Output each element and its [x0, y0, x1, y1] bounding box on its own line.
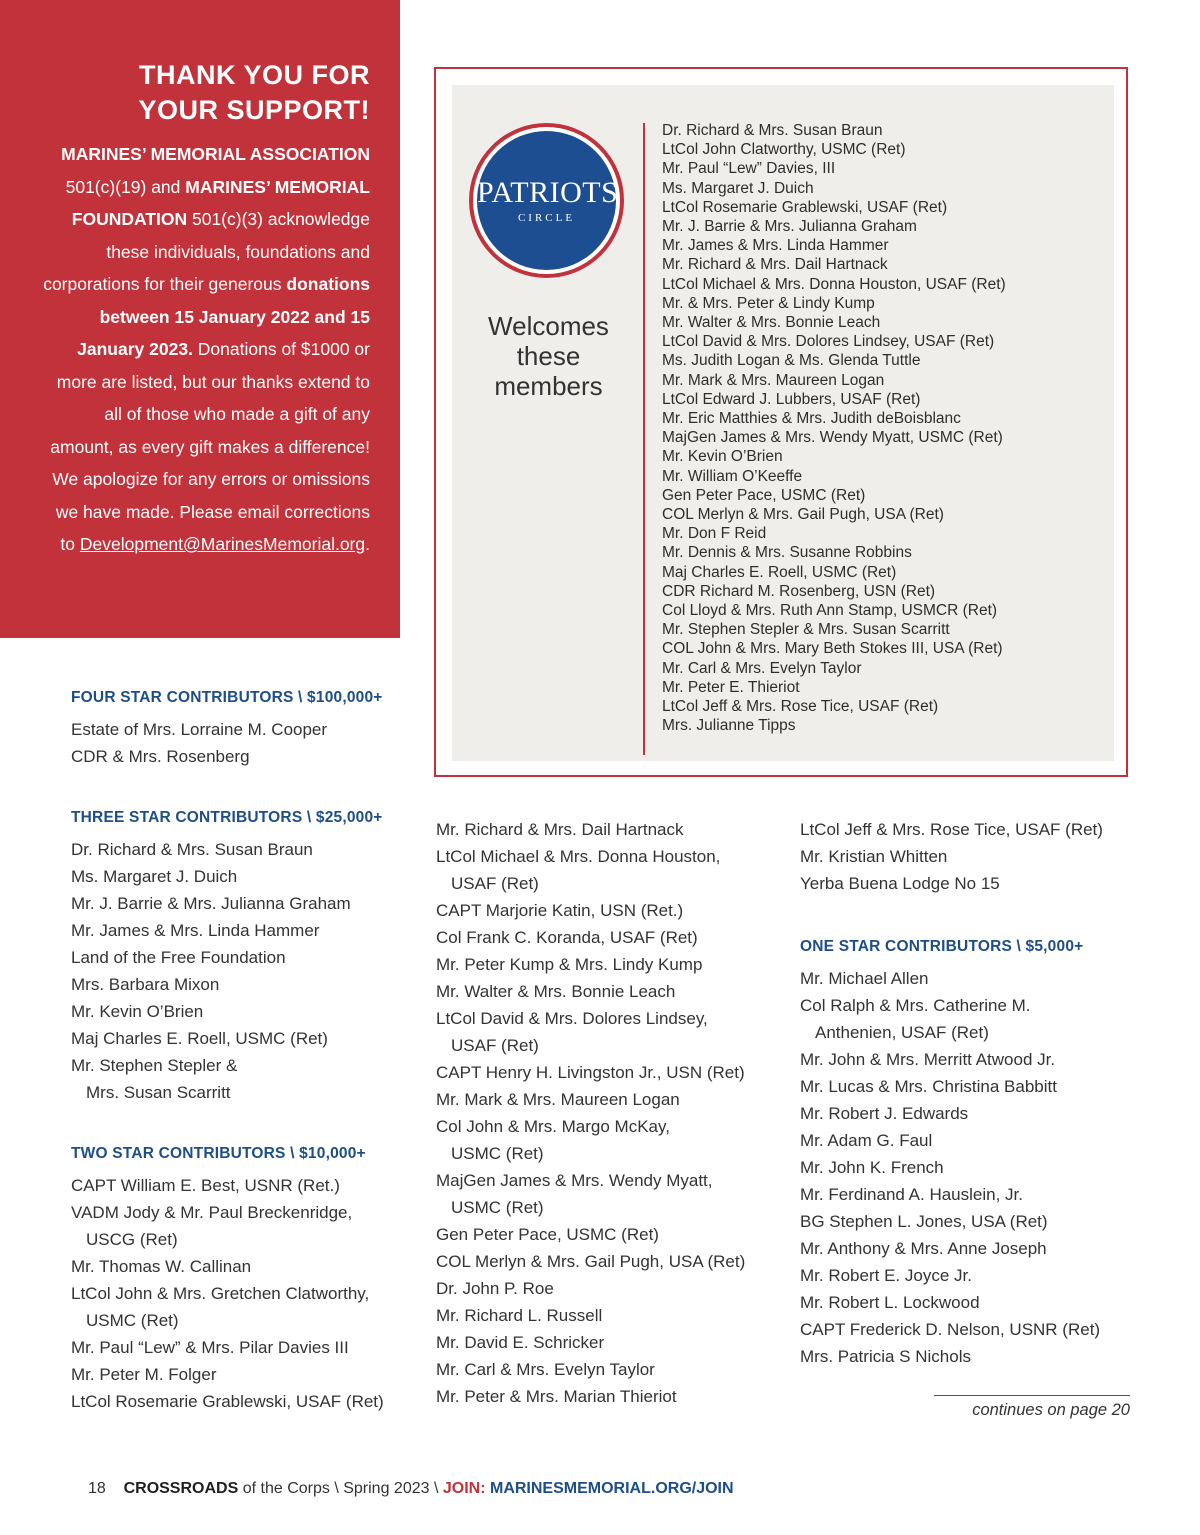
four-star-section: [71, 688, 383, 770]
contributor-name: Col John & Mrs. Margo McKay,: [436, 1117, 670, 1136]
contributor-name: Mr. Stephen Stepler &: [71, 1056, 238, 1075]
contributor-name: Mr. Peter M. Folger: [71, 1365, 217, 1384]
patriots-member: Mrs. Julianne Tipps: [662, 717, 796, 735]
contributor-name: Mr. Peter & Mrs. Marian Thieriot: [436, 1387, 677, 1406]
welcome-heading: Welcomes these members: [488, 311, 609, 401]
two-star-list-col3: [800, 816, 1103, 897]
contributor-name: Mr. James & Mrs. Linda Hammer: [71, 921, 320, 940]
two-star-continued-col3: [800, 816, 1103, 897]
contributor-name: CAPT William E. Best, USNR (Ret.): [71, 1176, 340, 1195]
patriots-member: Dr. Richard & Mrs. Susan Braun: [662, 122, 883, 139]
two-star-list-col2: [436, 816, 745, 1410]
contributor-name: Estate of Mrs. Lorraine M. Cooper: [71, 720, 328, 739]
patriots-member: MajGen James & Mrs. Wendy Myatt, USMC (Ret): [662, 429, 1003, 447]
contributor-name: Mr. David E. Schricker: [436, 1333, 605, 1352]
contributor-name: Mr. Michael Allen: [800, 969, 929, 988]
patriots-member: Mr. Richard & Mrs. Dail Hartnack: [662, 256, 888, 274]
patriots-member: Mr. Don F Reid: [662, 525, 767, 543]
two-star-heading: TWO STAR CONTRIBUTORS \ $10,000+: [71, 1145, 366, 1162]
patriots-member: Mr. James & Mrs. Linda Hammer: [662, 237, 889, 255]
contributor-name: Mr. Lucas & Mrs. Christina Babbitt: [800, 1077, 1057, 1096]
patriots-member: LtCol John Clatworthy, USMC (Ret): [662, 141, 906, 159]
three-star-list: [71, 836, 383, 1106]
contributor-name: USCG (Ret): [86, 1230, 178, 1249]
contributor-name: Dr. John P. Roe: [436, 1279, 554, 1298]
contributor-name: CAPT Henry H. Livingston Jr., USN (Ret): [436, 1063, 745, 1082]
issue-label: \ Spring 2023 \: [334, 1480, 439, 1497]
contributor-name: Mrs. Barbara Mixon: [71, 975, 220, 994]
four-star-list: [71, 716, 383, 770]
contributor-name: Dr. Richard & Mrs. Susan Braun: [71, 840, 313, 859]
one-star-list: [800, 965, 1100, 1370]
thank-you-panel: [0, 0, 400, 638]
contributor-name: CAPT Marjorie Katin, USN (Ret.): [436, 901, 684, 920]
contributor-name: Col Ralph & Mrs. Catherine M.: [800, 996, 1031, 1015]
contributor-name: Mr. Mark & Mrs. Maureen Logan: [436, 1090, 680, 1109]
patriots-member-list: [662, 121, 1006, 736]
contributor-name: Anthenien, USAF (Ret): [815, 1023, 989, 1042]
contributor-name: Mr. Thomas W. Callinan: [71, 1257, 252, 1276]
patriots-member: LtCol David & Mrs. Dolores Lindsey, USAF (Ret): [662, 333, 995, 351]
contributor-name: Mr. John & Mrs. Merritt Atwood Jr.: [800, 1050, 1056, 1069]
contributor-name: LtCol Jeff & Mrs. Rose Tice, USAF (Ret): [800, 820, 1103, 839]
join-label: JOIN:: [442, 1480, 486, 1497]
patriots-circle-panel: [452, 85, 1114, 761]
thank-you-text: MARINES’ MEMORIAL ASSOCIATION 501(c)(19) and MARINES’ MEMORIAL FOUNDATION 501(c)(3) acknowledge these individuals, foundations and corporations for their generous donations between 15 January 2022 and 15 January 2023. Donations of $1000 or more are listed, but our thanks extend to all of those who made a gift of any amount, as every gift makes a difference! We apologize for any errors or omissions we have made. Please email corrections to Development@MarinesMemorial.org.: [43, 144, 370, 554]
join-url-link[interactable]: MARINESMEMORIAL.ORG/JOIN: [489, 1480, 734, 1497]
contributor-name: LtCol David & Mrs. Dolores Lindsey,: [436, 1009, 708, 1028]
patriots-member: Ms. Judith Logan & Ms. Glenda Tuttle: [662, 352, 921, 370]
contributor-name: Col Frank C. Koranda, USAF (Ret): [436, 928, 698, 947]
patriots-member: Mr. Paul “Lew” Davies, III: [662, 160, 836, 178]
contributor-name: Mr. Anthony & Mrs. Anne Joseph: [800, 1239, 1047, 1258]
contributor-name: Land of the Free Foundation: [71, 948, 286, 967]
contributor-name: Mr. Kristian Whitten: [800, 847, 948, 866]
one-star-section: [800, 937, 1100, 1370]
contributor-name: USMC (Ret): [86, 1311, 179, 1330]
contributor-name: Gen Peter Pace, USMC (Ret): [436, 1225, 659, 1244]
patriots-member: Mr. Eric Matthies & Mrs. Judith deBoisblanc: [662, 410, 961, 428]
patriots-member: LtCol Edward J. Lubbers, USAF (Ret): [662, 390, 921, 408]
contributor-name: Mr. Robert L. Lockwood: [800, 1293, 980, 1312]
two-star-list-col1: [71, 1172, 384, 1415]
contributor-name: LtCol Michael & Mrs. Donna Houston,: [436, 847, 721, 866]
contributor-name: Yerba Buena Lodge No 15: [800, 874, 1000, 893]
contributor-name: Mr. John K. French: [800, 1158, 944, 1177]
patriots-member: LtCol Rosemarie Grablewski, USAF (Ret): [662, 198, 948, 216]
contributor-name: VADM Jody & Mr. Paul Breckenridge,: [71, 1203, 353, 1222]
contributor-name: COL Merlyn & Mrs. Gail Pugh, USA (Ret): [436, 1252, 746, 1271]
contributor-name: Mr. Walter & Mrs. Bonnie Leach: [436, 982, 676, 1001]
patriots-member: Mr. Dennis & Mrs. Susanne Robbins: [662, 544, 912, 562]
contributor-name: Mr. Carl & Mrs. Evelyn Taylor: [436, 1360, 655, 1379]
contributor-name: CDR & Mrs. Rosenberg: [71, 747, 250, 766]
patriots-member: LtCol Jeff & Mrs. Rose Tice, USAF (Ret): [662, 698, 939, 716]
patriots-member: Mr. Kevin O’Brien: [662, 448, 783, 466]
page-footer: 18 CROSSROADS of the Corps \ Spring 2023 \ JOIN: MARINESMEMORIAL.ORG/JOIN: [88, 1480, 734, 1497]
contributor-name: USAF (Ret): [451, 1036, 539, 1055]
contributor-name: Mrs. Patricia S Nichols: [800, 1347, 971, 1366]
patriots-circle-logo: PATRIOTS CIRCLE: [469, 123, 624, 278]
patriots-member: Mr. Walter & Mrs. Bonnie Leach: [662, 314, 881, 332]
contributor-name: Mr. Kevin O’Brien: [71, 1002, 204, 1021]
contributor-name: Mr. Peter Kump & Mrs. Lindy Kump: [436, 955, 703, 974]
page-number: 18: [88, 1480, 106, 1497]
patriots-member: Mr. Carl & Mrs. Evelyn Taylor: [662, 659, 862, 677]
patriots-member: Mr. & Mrs. Peter & Lindy Kump: [662, 294, 875, 312]
contributor-name: CAPT Frederick D. Nelson, USNR (Ret): [800, 1320, 1101, 1339]
patriots-member: Mr. William O’Keeffe: [662, 467, 803, 485]
corrections-email-link[interactable]: Development@MarinesMemorial.org: [79, 534, 366, 554]
one-star-heading: ONE STAR CONTRIBUTORS \ $5,000+: [800, 938, 1084, 955]
four-star-heading: FOUR STAR CONTRIBUTORS \ $100,000+: [71, 689, 383, 706]
patriots-member: Col Lloyd & Mrs. Ruth Ann Stamp, USMCR (Ret): [662, 602, 998, 620]
three-star-heading: THREE STAR CONTRIBUTORS \ $25,000+: [71, 809, 383, 826]
publication-name: CROSSROADS: [123, 1480, 239, 1497]
contributor-name: Mr. Paul “Lew” & Mrs. Pilar Davies III: [71, 1338, 349, 1357]
contributor-name: Maj Charles E. Roell, USMC (Ret): [71, 1029, 328, 1048]
patriots-member: LtCol Michael & Mrs. Donna Houston, USAF (Ret): [662, 275, 1006, 293]
contributor-name: USMC (Ret): [451, 1198, 544, 1217]
contributor-name: USAF (Ret): [451, 874, 539, 893]
red-divider: [643, 123, 645, 755]
patriots-member: Mr. J. Barrie & Mrs. Julianna Graham: [662, 218, 917, 236]
contributor-name: Mr. Adam G. Faul: [800, 1131, 933, 1150]
contributor-name: LtCol John & Mrs. Gretchen Clatworthy,: [71, 1284, 370, 1303]
contributor-name: Mrs. Susan Scarritt: [86, 1083, 231, 1102]
contributor-name: LtCol Rosemarie Grablewski, USAF (Ret): [71, 1392, 384, 1411]
patriots-member: Maj Charles E. Roell, USMC (Ret): [662, 563, 897, 581]
patriots-circle-box: [434, 67, 1128, 777]
continues-note: continues on page 20: [934, 1395, 1130, 1420]
patriots-member: Mr. Peter E. Thieriot: [662, 678, 800, 696]
patriots-member: Gen Peter Pace, USMC (Ret): [662, 486, 866, 504]
two-star-section: [71, 1144, 384, 1415]
three-star-section: [71, 808, 383, 1106]
patriots-member: Ms. Margaret J. Duich: [662, 179, 814, 197]
contributor-name: Mr. Ferdinand A. Hauslein, Jr.: [800, 1185, 1023, 1204]
patriots-member: Mr. Mark & Mrs. Maureen Logan: [662, 371, 885, 389]
contributor-name: Mr. Richard & Mrs. Dail Hartnack: [436, 820, 684, 839]
thank-you-title: THANK YOU FOR YOUR SUPPORT!: [138, 60, 370, 125]
contributor-name: Mr. J. Barrie & Mrs. Julianna Graham: [71, 894, 351, 913]
patriots-member: COL John & Mrs. Mary Beth Stokes III, USA (Ret): [662, 640, 1003, 658]
patriots-member: Mr. Stephen Stepler & Mrs. Susan Scarritt: [662, 621, 950, 639]
patriots-member: CDR Richard M. Rosenberg, USN (Ret): [662, 582, 936, 600]
contributor-name: BG Stephen L. Jones, USA (Ret): [800, 1212, 1048, 1231]
contributor-name: Ms. Margaret J. Duich: [71, 867, 238, 886]
contributor-name: Mr. Richard L. Russell: [436, 1306, 603, 1325]
contributor-name: USMC (Ret): [451, 1144, 544, 1163]
contributor-name: Mr. Robert E. Joyce Jr.: [800, 1266, 972, 1285]
contributor-name: MajGen James & Mrs. Wendy Myatt,: [436, 1171, 713, 1190]
patriots-member: COL Merlyn & Mrs. Gail Pugh, USA (Ret): [662, 506, 944, 524]
contributor-name: Mr. Robert J. Edwards: [800, 1104, 969, 1123]
two-star-continued-col2: [436, 816, 745, 1410]
